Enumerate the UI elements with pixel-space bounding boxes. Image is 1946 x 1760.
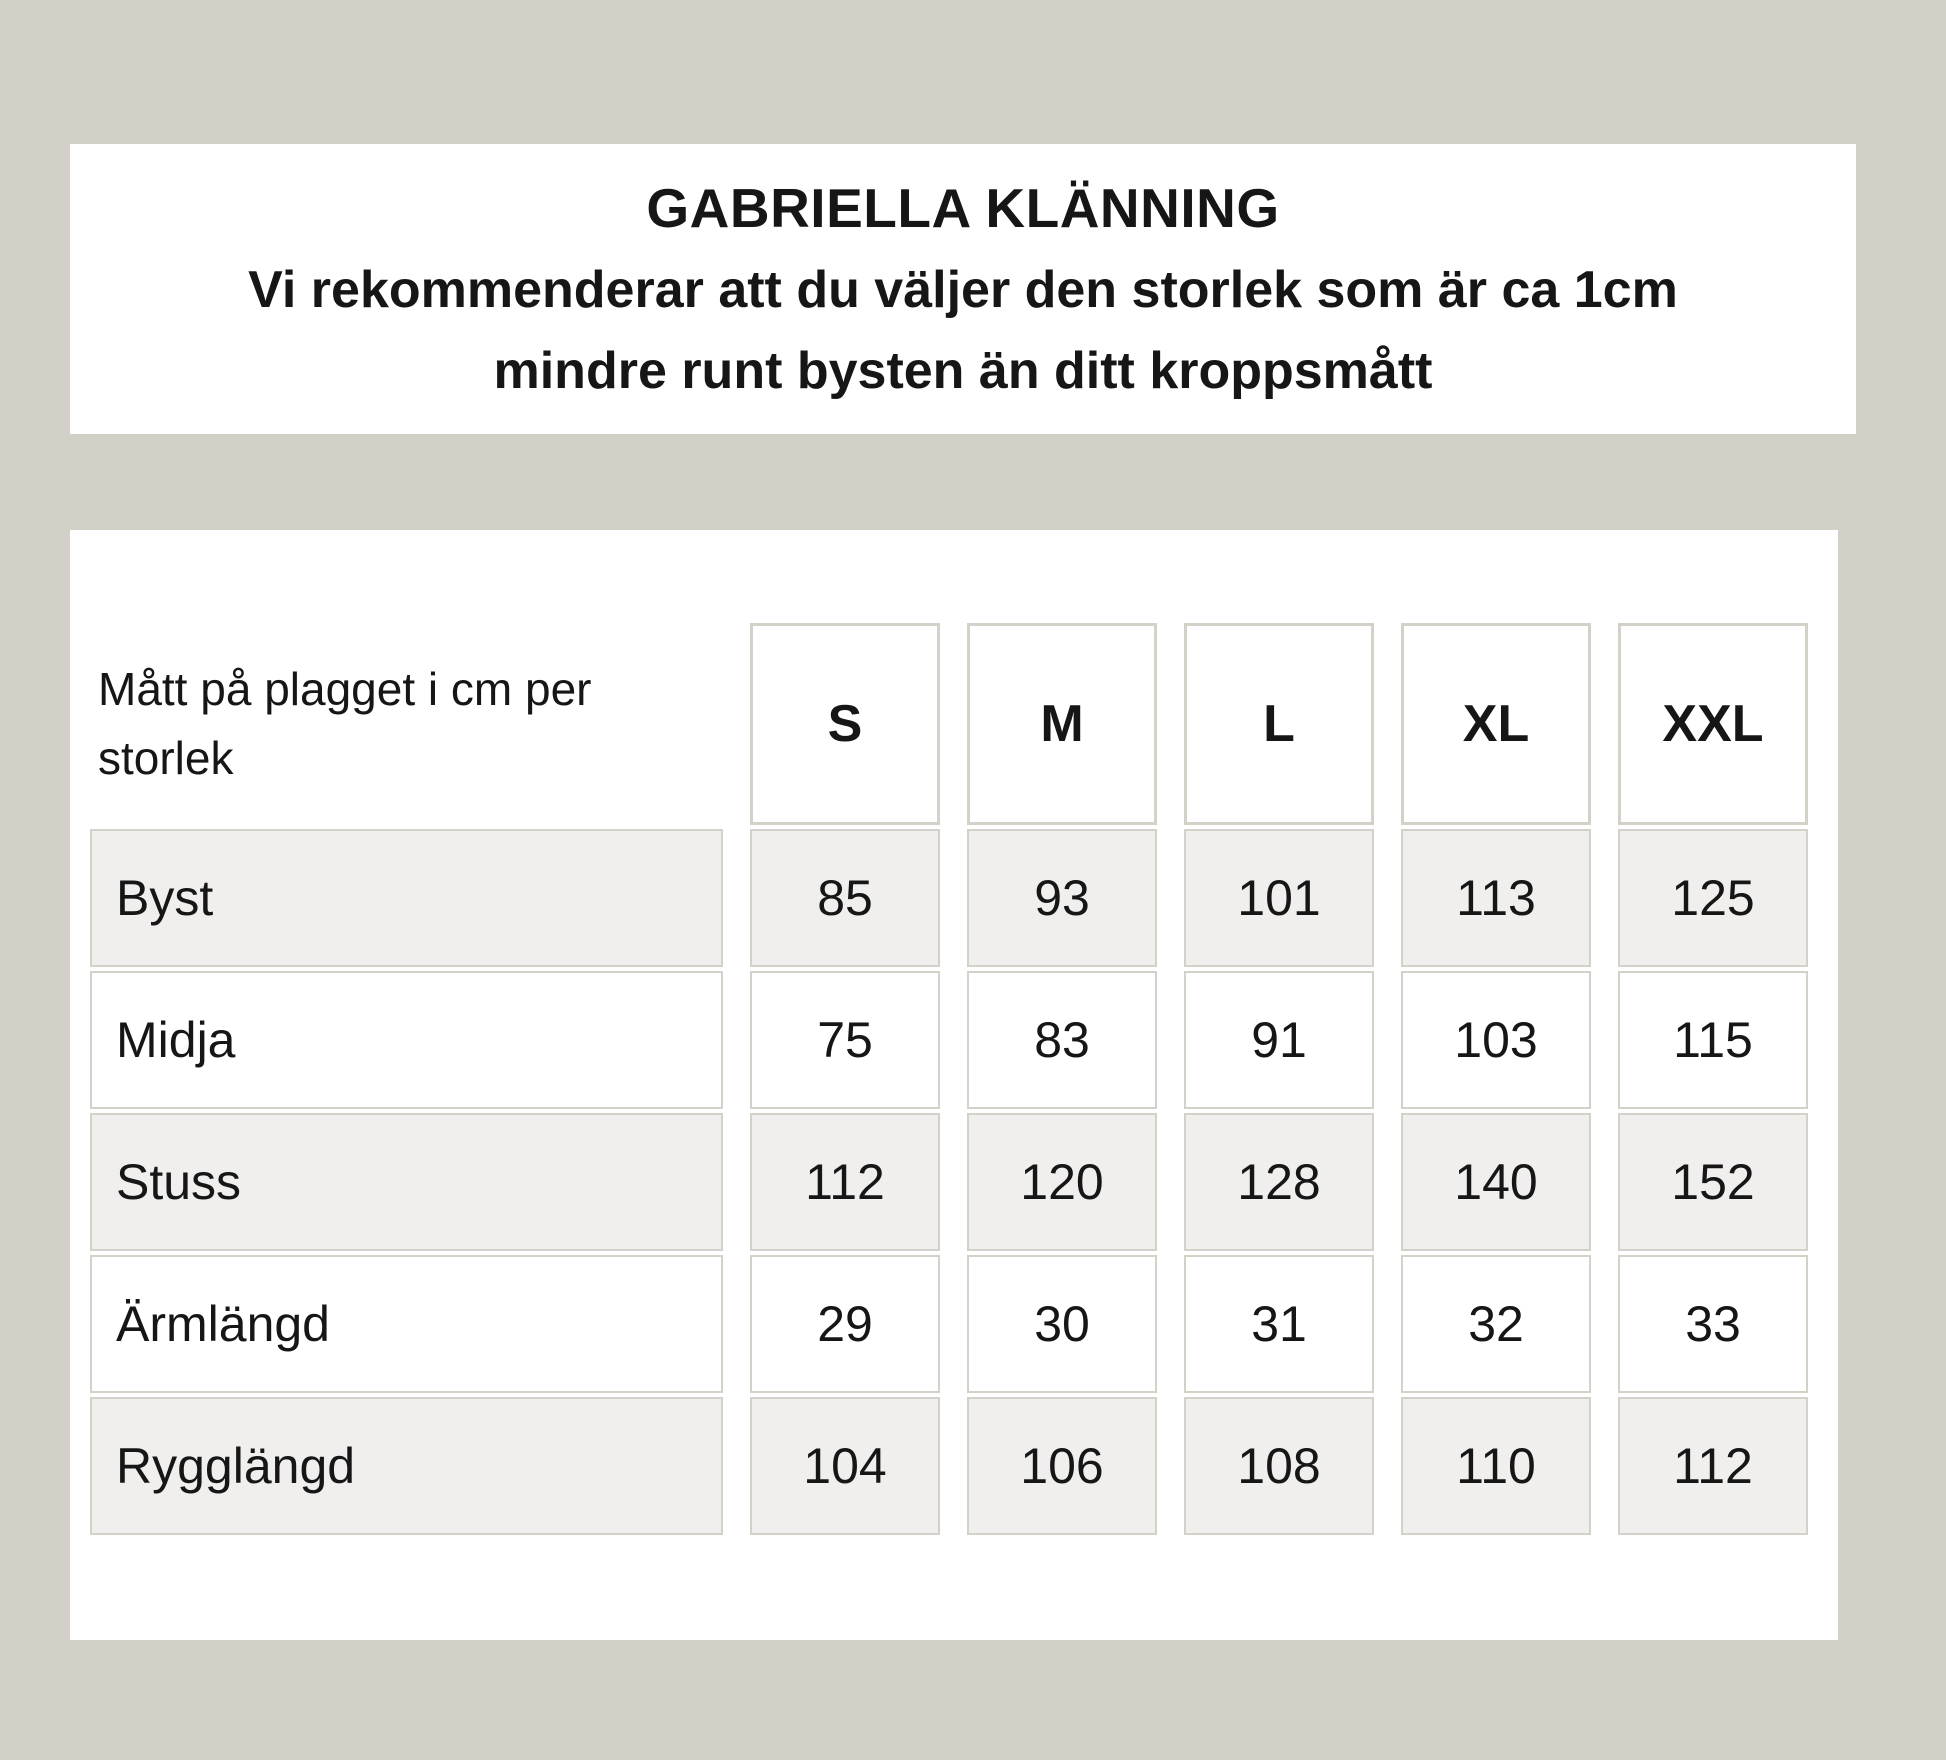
row-label-cell: Rygglängd bbox=[90, 1397, 723, 1535]
measurement-cell: 152 bbox=[1618, 1113, 1808, 1251]
measurement-cell: 83 bbox=[967, 971, 1157, 1109]
measurement-cell: 113 bbox=[1401, 829, 1591, 967]
measurement-cell: 128 bbox=[1184, 1113, 1374, 1251]
measurement-cell: 103 bbox=[1401, 971, 1591, 1109]
table-row bbox=[90, 1397, 1808, 1535]
product-title: GABRIELLA KLÄNNING bbox=[646, 177, 1280, 239]
table-row bbox=[90, 1255, 1808, 1393]
measurement-cell: 112 bbox=[750, 1113, 940, 1251]
measurement-cell: 115 bbox=[1618, 971, 1808, 1109]
measurement-cell: 33 bbox=[1618, 1255, 1808, 1393]
row-label-cell: Midja bbox=[90, 971, 723, 1109]
measurement-cell: 104 bbox=[750, 1397, 940, 1535]
size-column-header: XL bbox=[1401, 623, 1591, 825]
size-header-row bbox=[90, 623, 1808, 825]
size-recommendation-line2: mindre runt bysten än ditt kroppsmått bbox=[493, 342, 1433, 400]
measurement-cell: 91 bbox=[1184, 971, 1374, 1109]
title-box bbox=[70, 144, 1856, 434]
measurement-cell: 101 bbox=[1184, 829, 1374, 967]
table-row bbox=[90, 829, 1808, 967]
measurement-cell: 120 bbox=[967, 1113, 1157, 1251]
row-label-cell: Stuss bbox=[90, 1113, 723, 1251]
measurement-cell: 29 bbox=[750, 1255, 940, 1393]
measurement-cell: 108 bbox=[1184, 1397, 1374, 1535]
size-column-header: M bbox=[967, 623, 1157, 825]
measurement-cell: 106 bbox=[967, 1397, 1157, 1535]
size-recommendation-line1: Vi rekommenderar att du väljer den storlek som är ca 1cm bbox=[248, 261, 1678, 319]
measurement-cell: 75 bbox=[750, 971, 940, 1109]
measurements-header: Mått på plagget i cm per storlek bbox=[98, 663, 592, 784]
size-column-header: S bbox=[750, 623, 940, 825]
measurement-cell: 125 bbox=[1618, 829, 1808, 967]
table-row bbox=[90, 971, 1808, 1109]
size-chart-table bbox=[90, 623, 1808, 1539]
size-chart-panel bbox=[70, 530, 1838, 1640]
row-label-cell: Ärmlängd bbox=[90, 1255, 723, 1393]
size-column-header: XXL bbox=[1618, 623, 1808, 825]
row-label-cell: Byst bbox=[90, 829, 723, 967]
measurement-cell: 112 bbox=[1618, 1397, 1808, 1535]
measurement-cell: 93 bbox=[967, 829, 1157, 967]
measurement-cell: 140 bbox=[1401, 1113, 1591, 1251]
measurement-cell: 31 bbox=[1184, 1255, 1374, 1393]
table-row bbox=[90, 1113, 1808, 1251]
measurement-cell: 32 bbox=[1401, 1255, 1591, 1393]
measurement-cell: 85 bbox=[750, 829, 940, 967]
measurement-cell: 30 bbox=[967, 1255, 1157, 1393]
measurement-cell: 110 bbox=[1401, 1397, 1591, 1535]
size-column-header: L bbox=[1184, 623, 1374, 825]
